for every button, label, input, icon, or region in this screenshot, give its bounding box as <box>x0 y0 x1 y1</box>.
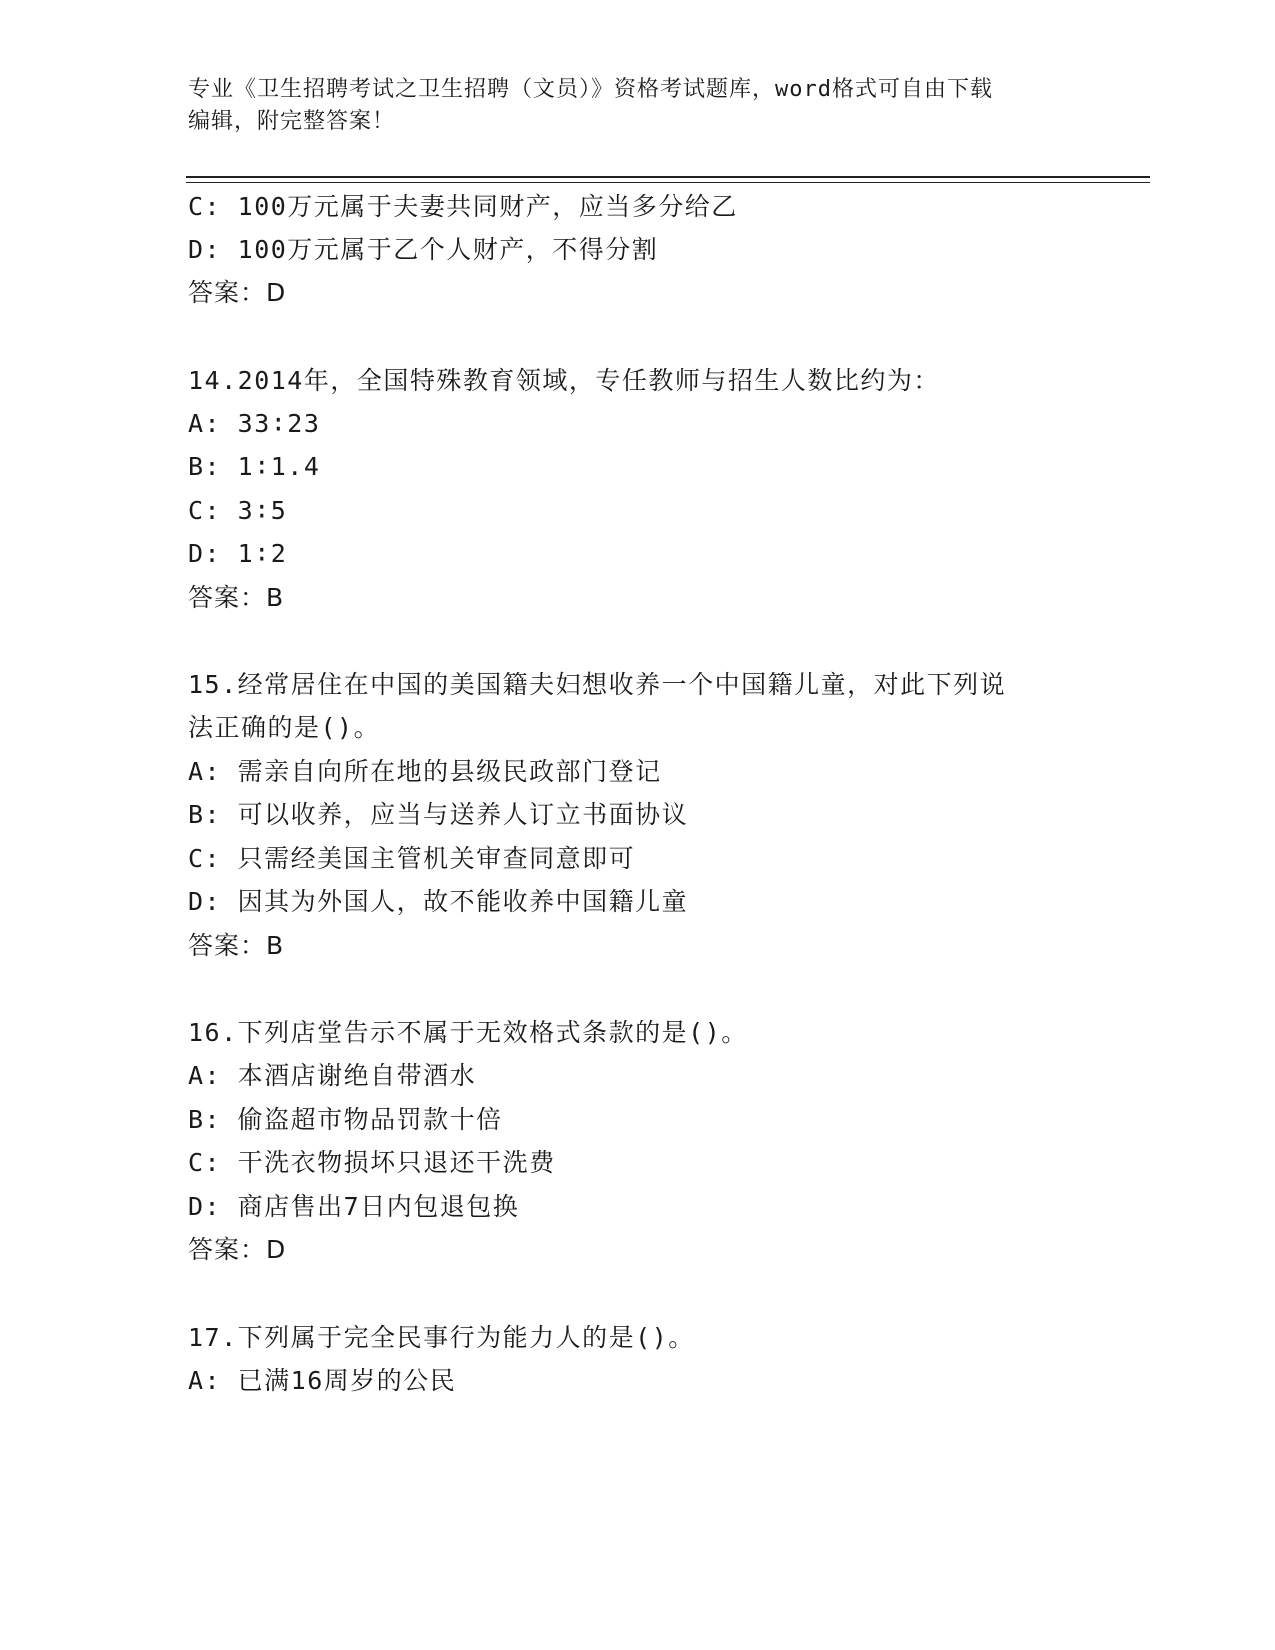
q16-option-a: A: 本酒店谢绝自带酒水 <box>188 1061 477 1090</box>
header-divider-thick <box>186 176 1150 178</box>
q16-option-d: D: 商店售出7日内包退包换 <box>188 1192 520 1221</box>
q15-option-d: D: 因其为外国人，故不能收养中国籍儿童 <box>188 887 689 916</box>
q15-option-b: B: 可以收养，应当与送养人订立书面协议 <box>188 800 689 829</box>
q14-option-c: C: 3∶5 <box>188 496 288 525</box>
q15-option-c: C: 只需经美国主管机关审查同意即可 <box>188 844 636 873</box>
q14-option-a: A: 33∶23 <box>188 409 321 438</box>
q14-stem: 14.2014年，全国特殊教育领域，专任教师与招生人数比约为： <box>188 366 940 395</box>
header-line-2: 编辑，附完整答案！ <box>188 109 396 134</box>
q17-stem: 17.下列属于完全民事行为能力人的是()。 <box>188 1323 695 1352</box>
q13-answer: 答案：D <box>188 278 287 307</box>
q17-option-a: A: 已满16周岁的公民 <box>188 1366 457 1395</box>
q16-answer: 答案：D <box>188 1235 287 1264</box>
q14-answer: 答案：B <box>188 583 285 612</box>
header-divider-thin <box>186 182 1150 183</box>
document-header <box>188 74 1088 138</box>
q15-answer: 答案：B <box>188 931 285 960</box>
q15-option-a: A: 需亲自向所在地的县级民政部门登记 <box>188 757 662 786</box>
q14-option-b: B: 1∶1.4 <box>188 452 321 481</box>
q14-option-d: D: 1∶2 <box>188 539 288 568</box>
q16-option-c: C: 干洗衣物损坏只退还干洗费 <box>188 1148 556 1177</box>
q13-option-d: D: 100万元属于乙个人财产，不得分割 <box>188 235 659 264</box>
q15-stem-line-2: 法正确的是()。 <box>188 713 381 742</box>
q16-option-b: B: 偷盗超市物品罚款十倍 <box>188 1105 503 1134</box>
q13-option-c: C: 100万元属于夫妻共同财产，应当多分给乙 <box>188 192 738 221</box>
q15-stem-line-1: 15.经常居住在中国的美国籍夫妇想收养一个中国籍儿童，对此下列说 <box>188 670 1007 699</box>
q16-stem: 16.下列店堂告示不属于无效格式条款的是()。 <box>188 1018 748 1047</box>
header-line-1: 专业《卫生招聘考试之卫生招聘（文员）》资格考试题库，word格式可自由下载 <box>188 77 993 102</box>
